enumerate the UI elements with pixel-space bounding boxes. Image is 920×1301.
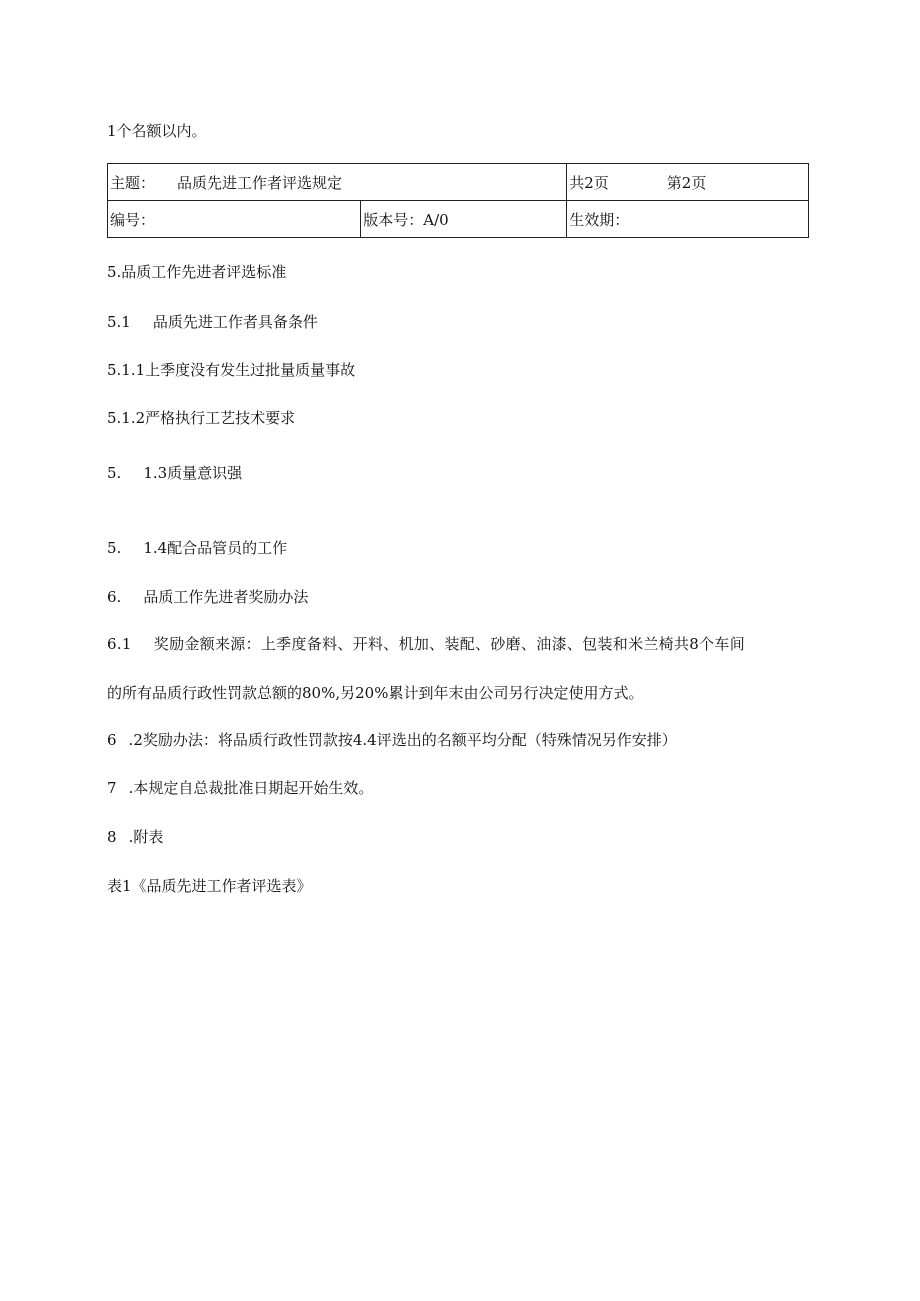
section-8 — [107, 827, 163, 847]
version-label: 版本号：A/0 — [363, 210, 449, 229]
section-title: 品质先进工作者具备条件 — [152, 313, 318, 331]
section-7 — [107, 778, 373, 798]
item-6-2 — [107, 730, 677, 750]
item-number: 6.1 — [107, 635, 132, 653]
section-number: 6. — [107, 588, 122, 606]
version-cell — [361, 201, 567, 238]
intro-line: 1个名额以内。 — [107, 122, 207, 140]
number-cell — [108, 201, 361, 238]
current-page: 第2页 — [666, 173, 707, 192]
effective-date-cell — [567, 201, 809, 238]
section-title: 品质工作先进者奖励办法 — [143, 588, 309, 606]
item-text: .2奖励办法：将品质行政性罚款按4.4评选出的名额平均分配（特殊情况另作安排） — [128, 731, 677, 749]
subject-label: 主题： — [110, 173, 156, 192]
section-5-1 — [107, 312, 318, 332]
section-heading-5: 5.品质工作先进者评选标准 — [107, 263, 287, 281]
effective-label: 生效期： — [569, 210, 630, 229]
item-5-1-2: 5.1.2严格执行工艺技术要求 — [107, 409, 296, 427]
item-text: 1.3质量意识强 — [143, 464, 243, 482]
item-number: 5. — [107, 464, 122, 482]
item-5-1-1: 5.1.1上季度没有发生过批量质量事故 — [107, 361, 356, 379]
section-text: .附表 — [128, 828, 164, 846]
item-number: 5. — [107, 539, 122, 557]
item-5-1-3 — [107, 463, 242, 483]
subject-cell — [108, 164, 567, 201]
section-6 — [107, 587, 308, 607]
page-count-cell — [567, 164, 809, 201]
subject-value: 品质先进工作者评选规定 — [177, 173, 343, 192]
item-6-1 — [107, 634, 745, 654]
section-number: 5.1 — [107, 313, 131, 331]
section-number: 7 — [107, 779, 117, 797]
section-number: 8 — [107, 828, 117, 846]
item-number: 6 — [107, 731, 117, 749]
item-text: 1.4配合品管员的工作 — [143, 539, 288, 557]
item-5-1-4 — [107, 538, 287, 558]
number-label: 编号： — [110, 210, 156, 229]
item-text: 奖励金额来源：上季度备料、开料、机加、装配、砂磨、油漆、包装和米兰椅共8个车间 — [153, 635, 746, 653]
document-header-table — [107, 163, 809, 238]
item-6-1-continued: 的所有品质行政性罚款总额的80%,另20%累计到年末由公司另行决定使用方式。 — [107, 684, 644, 702]
section-text: .本规定自总裁批准日期起开始生效。 — [128, 779, 374, 797]
appendix-table-ref: 表1《品质先进工作者评选表》 — [107, 877, 312, 895]
total-pages: 共2页 — [569, 173, 609, 192]
